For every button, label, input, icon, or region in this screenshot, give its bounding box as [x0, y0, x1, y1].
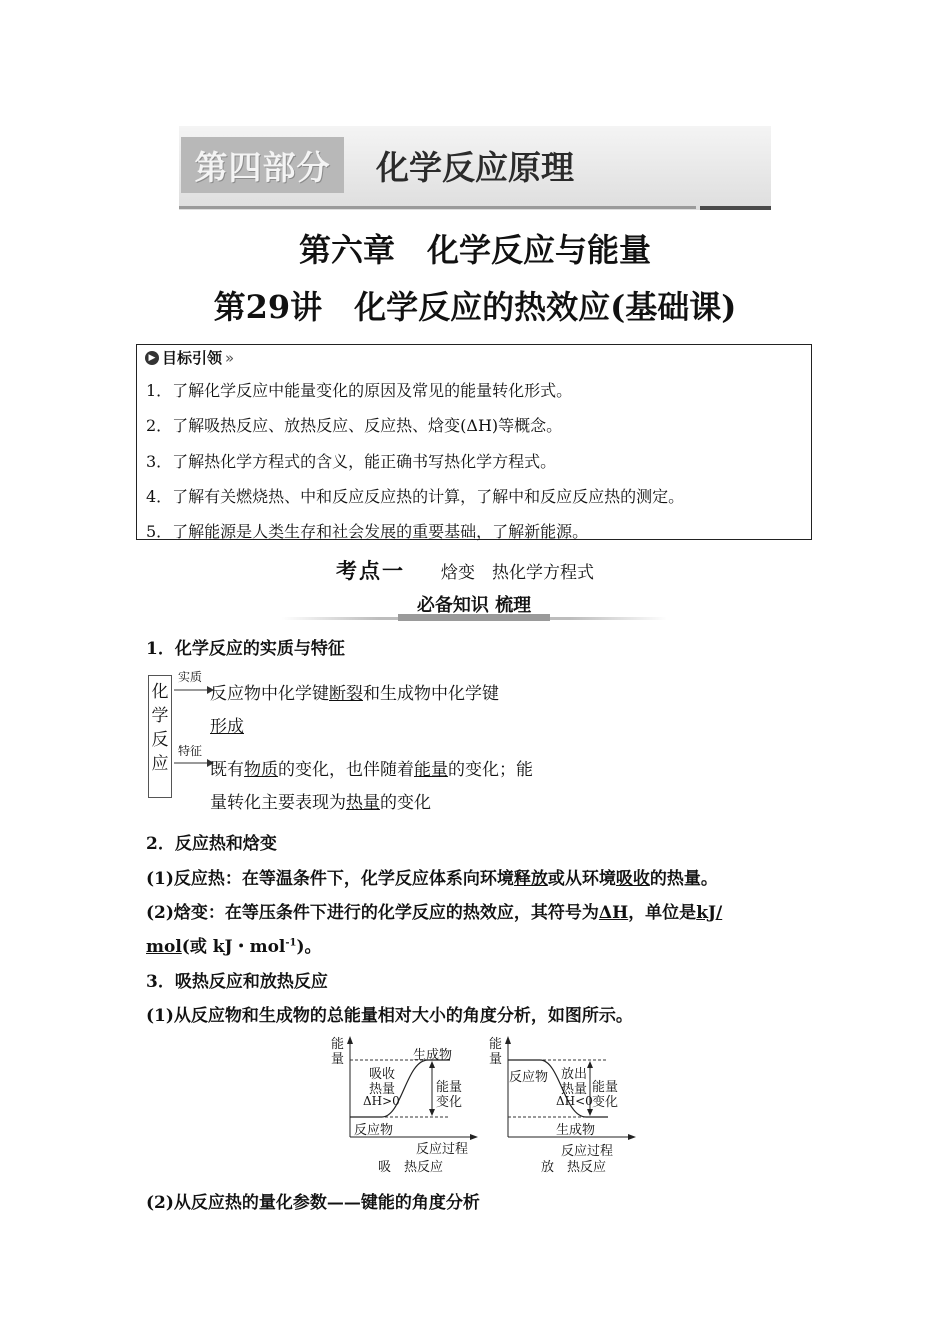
arrow-circle-icon: ▶ — [145, 351, 159, 365]
heading-2: 2．反应热和焓变 — [146, 834, 277, 854]
banner-rule — [179, 206, 696, 209]
paragraph-enthalpy-2: mol(或 kJ・mol$^{-1}$)。 — [146, 937, 322, 957]
exo-y-axis-label: 能量 — [489, 1037, 503, 1067]
section-subtitle: 必备知识 梳理 — [416, 595, 532, 616]
objectives-header — [145, 347, 234, 368]
objective-item: 5．了解能源是人类生存和社会发展的重要基础，了解新能源。 — [146, 522, 589, 541]
essence-line-2: 形成 — [210, 717, 244, 737]
objectives-box — [136, 344, 812, 540]
endo-curve-label: 吸收 — [369, 1067, 396, 1082]
objective-item: 3．了解热化学方程式的含义，能正确书写热化学方程式。 — [146, 452, 557, 471]
part-tag: 第四部分 — [181, 137, 344, 193]
exo-change-label: 能量 — [592, 1080, 619, 1095]
part-title: 化学反应原理 — [376, 148, 574, 187]
paragraph-energy: (1)从反应物和生成物的总能量相对大小的角度分析，如图所示。 — [146, 1006, 633, 1026]
feature-line-1: 既有物质的变化，也伴随着能量的变化；能 — [210, 760, 533, 780]
exo-bottom-label: 生成物 — [556, 1123, 596, 1138]
exo-caption: 放 热反应 — [541, 1160, 607, 1175]
heading-3: 3．吸热反应和放热反应 — [146, 972, 328, 992]
endo-top-label: 生成物 — [413, 1048, 453, 1063]
exo-x-axis-label: 反应过程 — [561, 1144, 614, 1159]
exo-delta-h: ΔH<0 — [556, 1094, 593, 1108]
objective-item: 1．了解化学反应中能量变化的原因及常见的能量转化形式。 — [146, 381, 573, 400]
endo-delta-h: ΔH>0 — [363, 1094, 400, 1108]
exo-curve-label: 热量 — [561, 1082, 588, 1097]
double-chevron-icon: » — [225, 348, 235, 367]
exo-curve-label: 放出 — [561, 1067, 588, 1082]
section-topic: 焓变 热化学方程式 — [441, 563, 594, 583]
objectives-title: 目标引领 — [162, 349, 223, 367]
bracket-label: 化学反应 — [151, 682, 169, 774]
paragraph-reaction-heat: (1)反应热：在等温条件下，化学反应体系向环境释放或从环境吸收的热量。 — [146, 869, 718, 889]
objective-item: 4．了解有关燃烧热、中和反应反应热的计算，了解中和反应反应热的测定。 — [146, 487, 685, 506]
endo-bottom-label: 反应物 — [354, 1123, 394, 1138]
endo-x-axis-label: 反应过程 — [416, 1142, 469, 1157]
endo-caption: 吸 热反应 — [378, 1160, 444, 1175]
banner-rule-accent — [700, 206, 771, 210]
paragraph-bond-energy: (2)从反应热的量化参数——键能的角度分析 — [146, 1193, 480, 1213]
endo-change-label: 能量 — [436, 1080, 463, 1095]
feature-line-2: 量转化主要表现为热量的变化 — [210, 793, 431, 813]
feature-label: 特征 — [178, 744, 203, 758]
chapter-title: 第六章 化学反应与能量 — [298, 231, 651, 269]
heading-1: 1．化学反应的实质与特征 — [146, 639, 345, 659]
essence-line-1: 反应物中化学键断裂和生成物中化学键 — [210, 684, 499, 704]
exo-change-label: 变化 — [592, 1095, 619, 1110]
section-label: 考点一 — [336, 559, 405, 583]
endo-y-axis-label: 能量 — [331, 1037, 345, 1067]
paragraph-enthalpy-1: (2)焓变：在等压条件下进行的化学反应的热效应，其符号为ΔH，单位是kJ/ — [146, 903, 723, 923]
endo-change-label: 变化 — [436, 1095, 463, 1110]
endo-curve-label: 热量 — [369, 1082, 396, 1097]
objective-item: 2．了解吸热反应、放热反应、反应热、焓变(ΔH)等概念。 — [146, 416, 563, 435]
lecture-title: 第29讲 化学反应的热效应(基础课) — [213, 288, 737, 326]
essence-label: 实质 — [178, 670, 203, 684]
exo-top-label: 反应物 — [509, 1070, 549, 1085]
